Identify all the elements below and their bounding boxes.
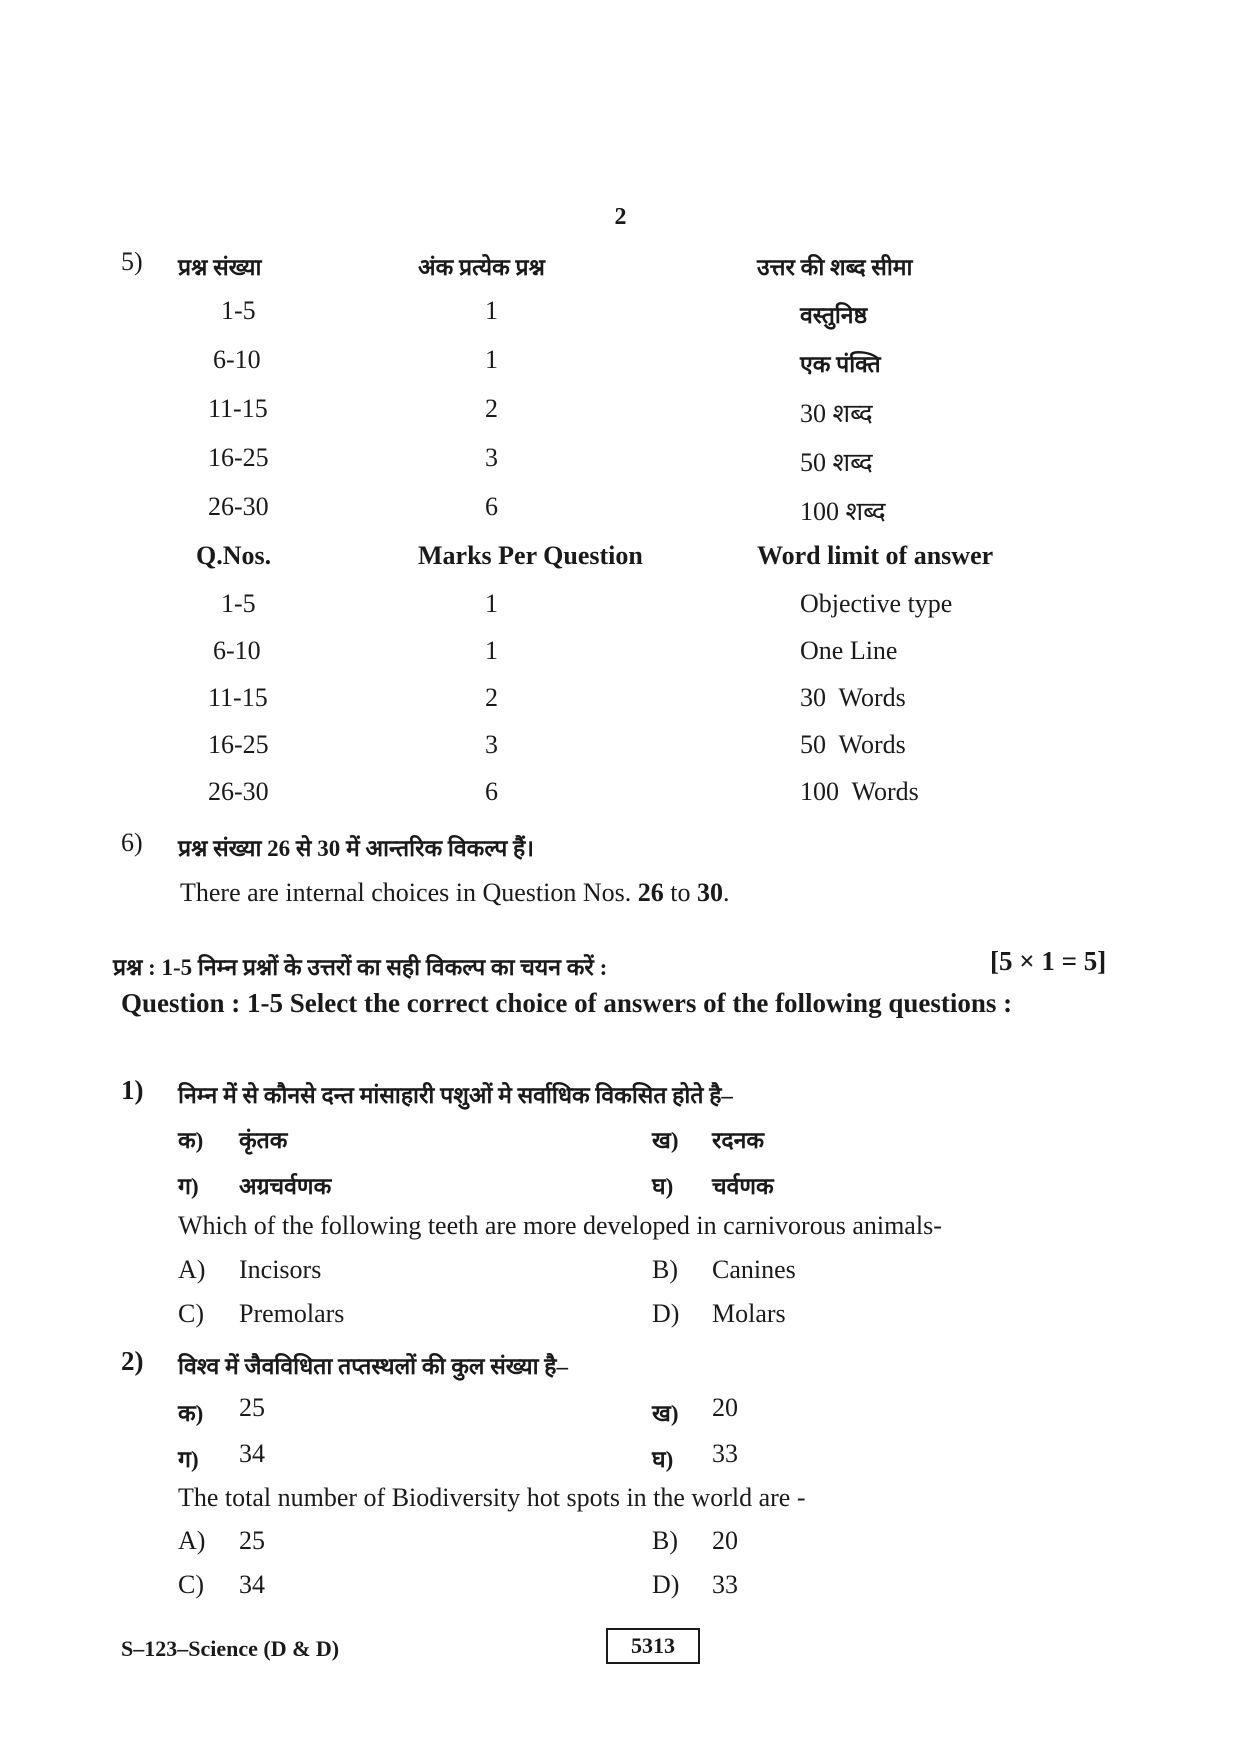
option-text: रदनक bbox=[712, 1128, 765, 1153]
option-text: Incisors bbox=[239, 1255, 322, 1284]
instruction-6-hindi: प्रश्न संख्या 26 से 30 में आन्तरिक विकल्प हैं। bbox=[178, 836, 534, 861]
table-cell: 6 bbox=[485, 492, 498, 521]
option-text: Canines bbox=[712, 1255, 796, 1284]
option-text: 34 bbox=[239, 1570, 265, 1599]
option-text: कृंतक bbox=[239, 1128, 288, 1153]
table-cell: 16-25 bbox=[208, 443, 269, 472]
option-text: 25 bbox=[239, 1393, 265, 1422]
question-number: 1) bbox=[121, 1075, 144, 1105]
option-text: 34 bbox=[239, 1439, 265, 1468]
english-header-wordlimit: Word limit of answer bbox=[757, 541, 994, 570]
option-label: A) bbox=[178, 1526, 206, 1555]
option-label: क) bbox=[178, 1128, 204, 1153]
question-number: 2) bbox=[121, 1346, 144, 1376]
table-cell: 30 Words bbox=[800, 683, 906, 712]
table-cell: 1-5 bbox=[221, 589, 256, 618]
option-text: 20 bbox=[712, 1526, 738, 1555]
table-cell: एक पंक्ति bbox=[800, 352, 881, 377]
english-header-qno: Q.Nos. bbox=[196, 541, 272, 570]
option-label: क) bbox=[178, 1401, 204, 1426]
table-cell: वस्तुनिष्ठ bbox=[800, 303, 868, 328]
hindi-header-qno: प्रश्न संख्या bbox=[178, 255, 262, 280]
table-cell: 2 bbox=[485, 394, 498, 423]
instruction-number: 6) bbox=[121, 828, 143, 857]
table-cell: 1 bbox=[485, 345, 498, 374]
option-label: D) bbox=[652, 1570, 680, 1599]
table-cell: 100 Words bbox=[800, 777, 919, 806]
question-from: 26 bbox=[637, 878, 664, 907]
option-text: 25 bbox=[239, 1526, 265, 1555]
question-text-english: Which of the following teeth are more developed in carnivorous animals- bbox=[178, 1211, 942, 1240]
question-text-hindi: निम्न में से कौनसे दन्त मांसाहारी पशुओं मे सर्वाधिक विकसित होते है– bbox=[178, 1083, 733, 1108]
question-to: 30 bbox=[696, 878, 723, 907]
table-cell: 50 शब्द bbox=[800, 448, 873, 477]
instruction-6-text: There are internal choices in Question Nos. bbox=[180, 878, 638, 907]
option-label: C) bbox=[178, 1299, 204, 1328]
option-label: A) bbox=[178, 1255, 206, 1284]
page-number: 2 bbox=[614, 204, 627, 230]
section-heading-english: Question : 1-5 Select the correct choice of answers of the following questions : bbox=[121, 988, 1013, 1018]
table-cell: 16-25 bbox=[208, 730, 269, 759]
table-cell: 30 शब्द bbox=[800, 399, 873, 428]
option-label: ग) bbox=[178, 1174, 199, 1199]
english-header-marks: Marks Per Question bbox=[418, 541, 643, 570]
table-cell: One Line bbox=[800, 636, 898, 665]
option-text: Premolars bbox=[239, 1299, 345, 1328]
section-marks: [5 × 1 = 5] bbox=[990, 946, 1107, 976]
hindi-header-marks: अंक प्रत्येक प्रश्न bbox=[418, 255, 545, 280]
table-cell: Objective type bbox=[800, 589, 953, 618]
hindi-header-wordlimit: उत्तर की शब्द सीमा bbox=[757, 255, 913, 280]
option-label: D) bbox=[652, 1299, 680, 1328]
table-cell: 3 bbox=[485, 443, 498, 472]
option-text: चर्वणक bbox=[712, 1174, 774, 1199]
option-text: 33 bbox=[712, 1570, 738, 1599]
table-cell: 1-5 bbox=[221, 296, 256, 325]
instruction-6-english bbox=[180, 878, 729, 908]
option-label: घ) bbox=[652, 1174, 674, 1199]
table-cell: 26-30 bbox=[208, 777, 269, 806]
table-cell: 1 bbox=[485, 296, 498, 325]
section-heading-hindi: प्रश्न : 1-5 निम्न प्रश्नों के उत्तरों का सही विकल्प का चयन करें : bbox=[113, 955, 608, 980]
table-cell: 1 bbox=[485, 636, 498, 665]
table-cell: 6-10 bbox=[213, 636, 261, 665]
table-cell: 6 bbox=[485, 777, 498, 806]
option-label: B) bbox=[652, 1255, 678, 1284]
table-cell: 100 शब्द bbox=[800, 497, 886, 526]
paper-code-box: 5313 bbox=[606, 1628, 700, 1664]
option-text: अग्रचर्वणक bbox=[239, 1174, 332, 1199]
option-label: ख) bbox=[652, 1128, 679, 1153]
question-text-hindi: विश्व में जैवविधिता तप्तस्थलों की कुल संख्या है– bbox=[178, 1354, 569, 1379]
table-cell: 11-15 bbox=[208, 683, 268, 712]
option-label: C) bbox=[178, 1570, 204, 1599]
table-cell: 2 bbox=[485, 683, 498, 712]
option-label: घ) bbox=[652, 1447, 674, 1472]
option-text: 33 bbox=[712, 1439, 738, 1468]
option-label: ख) bbox=[652, 1401, 679, 1426]
option-text: 20 bbox=[712, 1393, 738, 1422]
footer-subject: S–123–Science (D & D) bbox=[121, 1636, 340, 1661]
instruction-number: 5) bbox=[121, 247, 143, 276]
option-label: ग) bbox=[178, 1447, 199, 1472]
option-text: Molars bbox=[712, 1299, 786, 1328]
question-text-english: The total number of Biodiversity hot spots in the world are - bbox=[178, 1483, 806, 1512]
table-cell: 50 Words bbox=[800, 730, 906, 759]
table-cell: 6-10 bbox=[213, 345, 261, 374]
table-cell: 26-30 bbox=[208, 492, 269, 521]
option-label: B) bbox=[652, 1526, 678, 1555]
sentence-end: . bbox=[722, 878, 730, 907]
table-cell: 1 bbox=[485, 589, 498, 618]
to-word: to bbox=[663, 878, 697, 907]
table-cell: 11-15 bbox=[208, 394, 268, 423]
table-cell: 3 bbox=[485, 730, 498, 759]
